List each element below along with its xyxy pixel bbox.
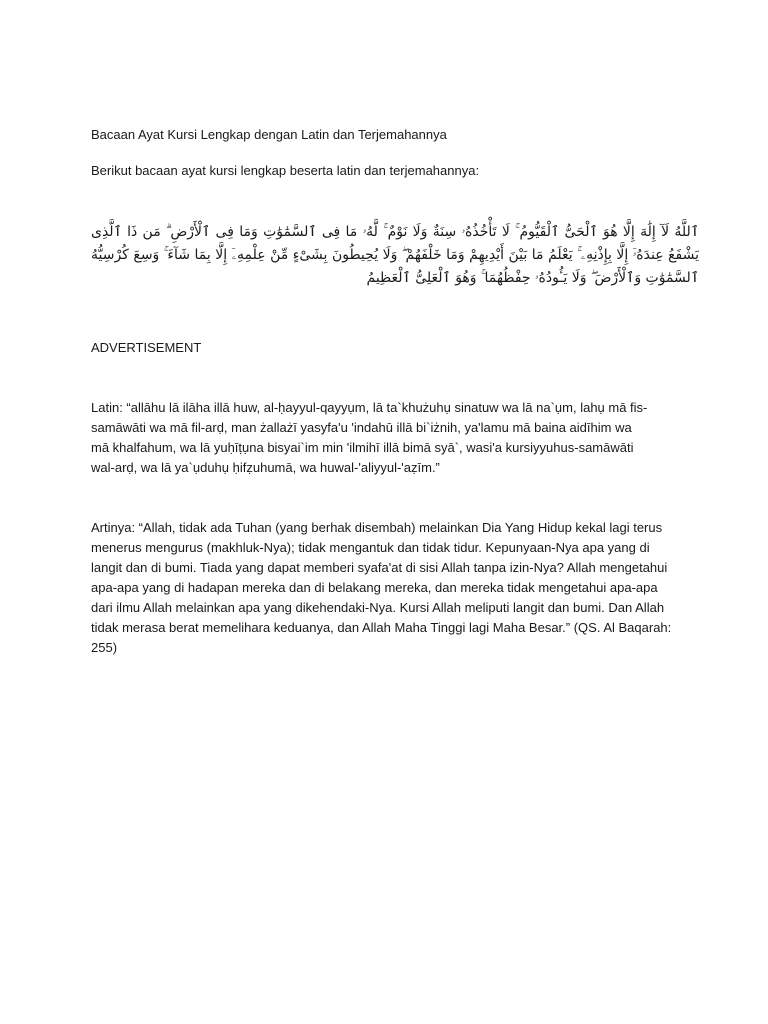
document-body	[91, 125, 699, 658]
document-title: Bacaan Ayat Kursi Lengkap dengan Latin dan Terjemahannya	[91, 127, 447, 142]
intro-paragraph: Berikut bacaan ayat kursi lengkap beserta latin dan terjemahannya:	[91, 163, 480, 178]
latin-transliteration: Latin: “allāhu lā ilāha illā huw, al-ḥayyul-qayyụm, lā ta`khużuhụ sinatuw wa lā na`ụm, lahụ mā fis-samāwāti wa mā fil-arḍ, man żallażī yasyfa'u 'indahū illā bi`iżnih, ya'lamu mā baina aidīhim wa mā khalfahum, wa lā yuḥīṭụna bisyai`im min 'ilmihī illā bimā syā`, wasi'a kursiyyuhus-samāwāti wal-arḍ, wa lā ya`ụduhụ ḥifẓuhumā, wa huwal-'aliyyul-'aẓīm.”	[91, 400, 648, 475]
translation-paragraph: Artinya: “Allah, tidak ada Tuhan (yang berhak disembah) melainkan Dia Yang Hidup kekal lagi terus menerus mengurus (makhluk-Nya); tidak mengantuk dan tidak tidur. Kepunyaan-Nya apa yang di langit dan di bumi. Tiada yang dapat memberi syafa'at di sisi Allah tanpa izin-Nya? Allah mengetahui apa-apa yang di hadapan mereka dan di belakang mereka, dan mereka tidak mengetahui apa-apa dari ilmu Allah melainkan apa yang dikehendaki-Nya. Kursi Allah meliputi langit dan bumi. Dan Allah tidak merasa berat memelihara keduanya, dan Allah Maha Tinggi lagi Maha Besar.” (QS. Al Baqarah: 255)	[91, 520, 672, 655]
advertisement-label: ADVERTISEMENT	[91, 340, 202, 355]
arabic-verse: ٱللَّهُ لَآ إِلَٰهَ إِلَّا هُوَ ٱلْحَىُّ ٱلْقَيُّومُ ۚ لَا تَأْخُذُهُۥ سِنَةٌ وَلَا نَوْمٌ ۚ لَّهُۥ مَا فِى ٱلسَّمَٰوَٰتِ وَمَا فِى ٱلْأَرْضِ ۗ مَن ذَا ٱلَّذِى يَشْفَعُ عِندَهُۥٓ إِلَّا بِإِذْنِهِۦ ۚ يَعْلَمُ مَا بَيْنَ أَيْدِيهِمْ وَمَا خَلْفَهُمْ ۖ وَلَا يُحِيطُونَ بِشَىْءٍ مِّنْ عِلْمِهِۦٓ إِلَّا بِمَا شَآءَ ۚ وَسِعَ كُرْسِيُّهُ ٱلسَّمَٰوَٰتِ وَٱلْأَرْضَ ۖ وَلَا يَـُٔودُهُۥ حِفْظُهُمَا ۚ وَهُوَ ٱلْعَلِىُّ ٱلْعَظِيمُ	[91, 224, 699, 286]
